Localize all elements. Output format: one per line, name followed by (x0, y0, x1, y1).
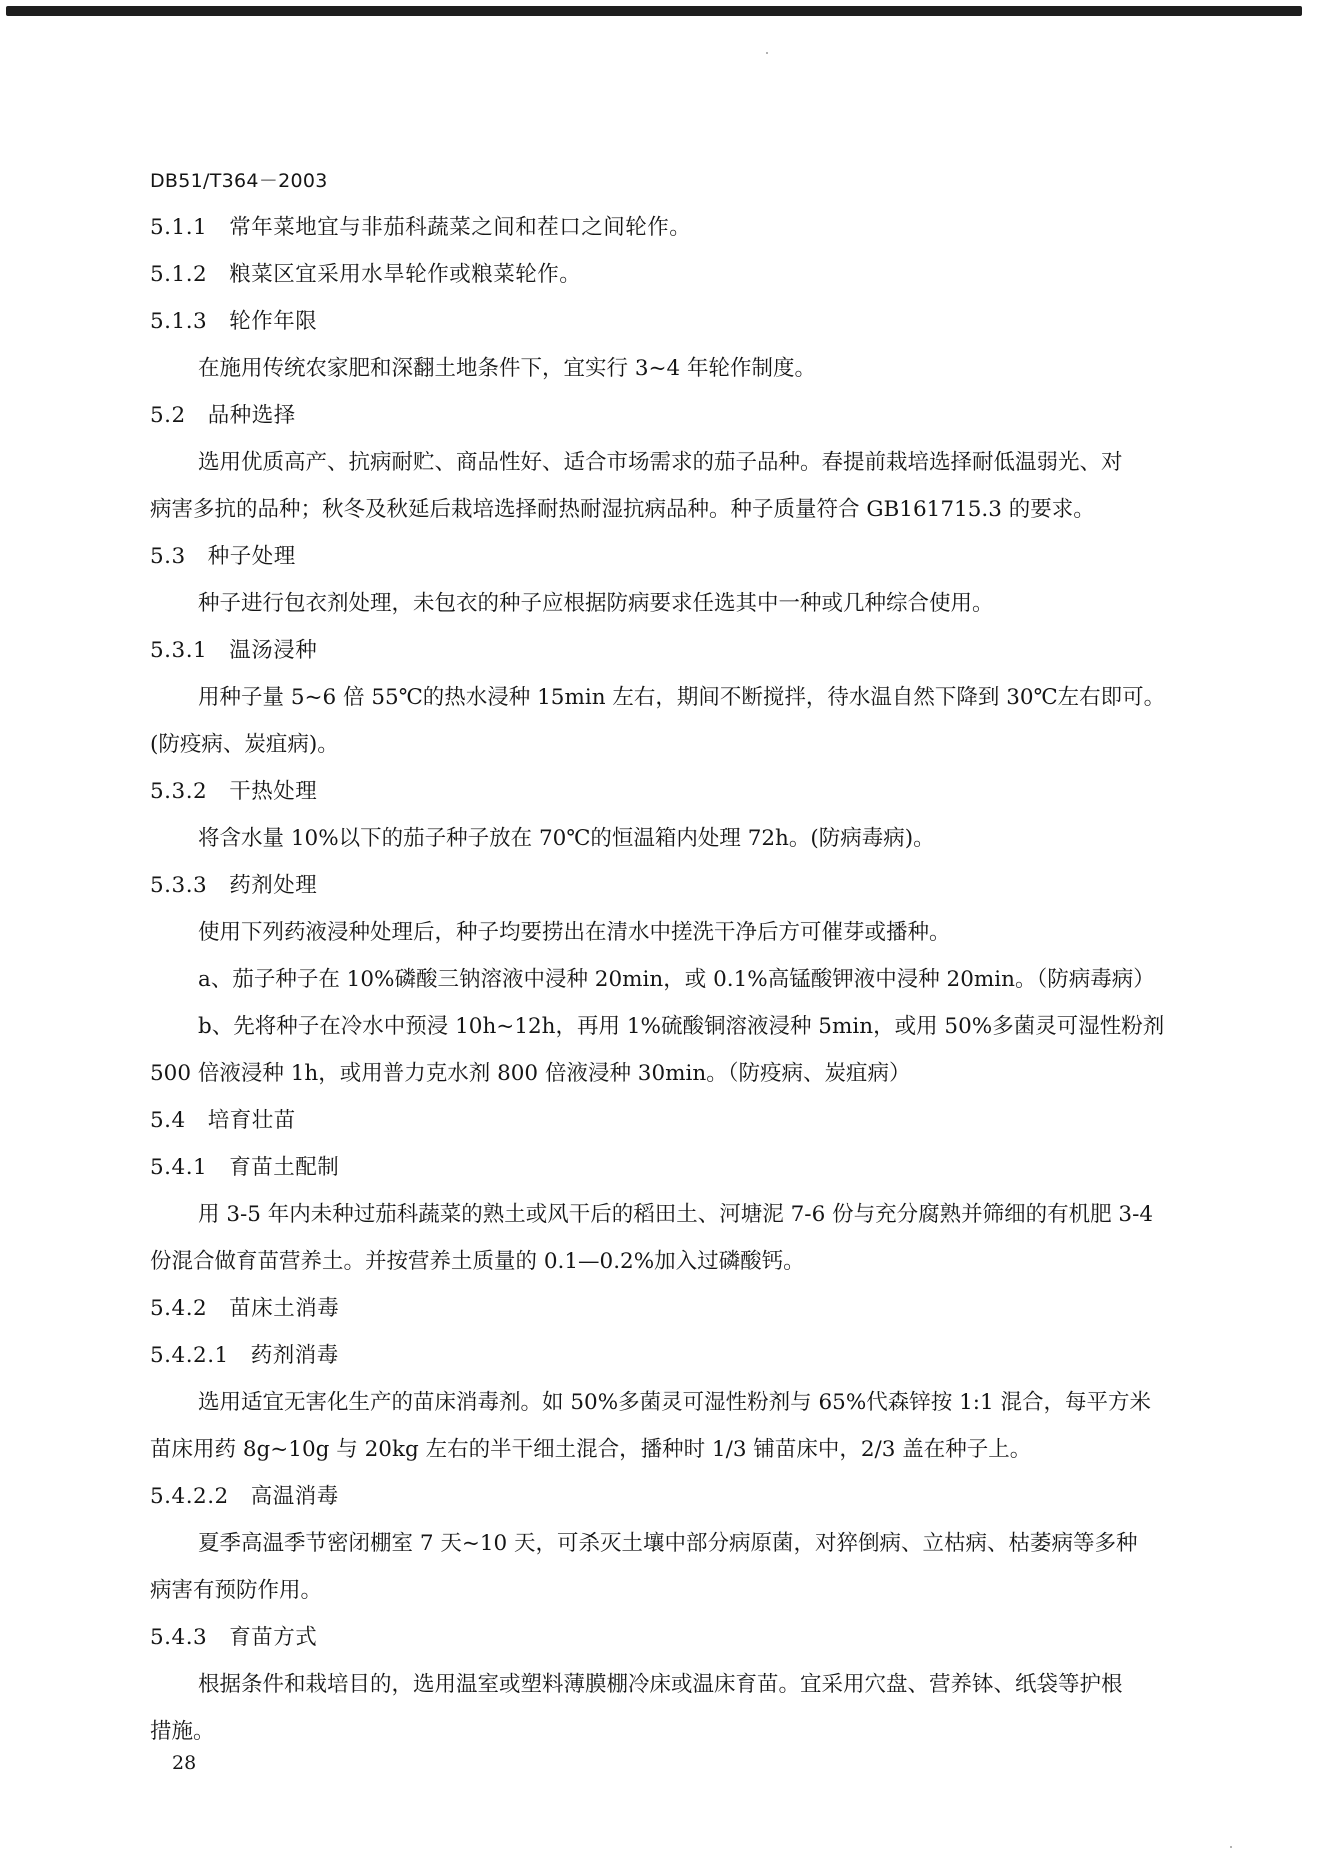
paragraph-text: 使用下列药液浸种处理后，种子均要捞出在清水中搓洗干净后方可催芽或播种。 (198, 920, 951, 945)
paragraph-text: 选用优质高产、抗病耐贮、商品性好、适合市场需求的茄子品种。春提前栽培选择耐低温弱光、对 (198, 450, 1123, 475)
paragraph-text: 根据条件和栽培目的，选用温室或塑料薄膜棚冷床或温床育苗。宜采用穴盘、营养钵、纸袋等护根 (198, 1672, 1123, 1697)
paragraph-text: 夏季高温季节密闭棚室 7 天~10 天，可杀灭土壤中部分病原菌，对猝倒病、立枯病、枯萎病等多种 (198, 1531, 1138, 1556)
scan-speck (1230, 1846, 1232, 1848)
paragraph-text: 种子进行包衣剂处理，未包衣的种子应根据防病要求任选其中一种或几种综合使用。 (198, 591, 994, 616)
clause-5-4-2-1-heading: 5.4.2.1 药剂消毒 (150, 1343, 339, 1368)
paragraph-text: 将含水量 10%以下的茄子种子放在 70℃的恒温箱内处理 72h。(防病毒病)。 (198, 826, 935, 851)
clause-5-1-2: 5.1.2 粮菜区宜采用水旱轮作或粮菜轮作。 (150, 262, 582, 287)
paragraph-text: 用种子量 5~6 倍 55℃的热水浸种 15min 左右，期间不断搅拌，待水温自然下降到 30℃左右即可。 (198, 685, 1166, 710)
paragraph-text: 份混合做育苗营养土。并按营养土质量的 0.1—0.2%加入过磷酸钙。 (150, 1249, 805, 1274)
paragraph-text: 苗床用药 8g~10g 与 20kg 左右的半干细土混合，播种时 1/3 铺苗床中，2/3 盖在种子上。 (150, 1437, 1032, 1462)
clause-5-4-1-heading: 5.4.1 育苗土配制 (150, 1155, 340, 1180)
paragraph-text: 500 倍液浸种 1h，或用普力克水剂 800 倍液浸种 30min。（防疫病、炭疽病） (150, 1061, 911, 1086)
section-5-2-heading: 5.2 品种选择 (150, 403, 296, 428)
clause-5-1-1: 5.1.1 常年菜地宜与非茄科蔬菜之间和茬口之间轮作。 (150, 215, 692, 240)
clause-5-3-3-heading: 5.3.3 药剂处理 (150, 873, 318, 898)
clause-5-1-3-heading: 5.1.3 轮作年限 (150, 309, 318, 334)
scan-top-border (6, 6, 1302, 16)
clause-5-3-1-heading: 5.3.1 温汤浸种 (150, 638, 318, 663)
paragraph-text: 病害有预防作用。 (150, 1578, 323, 1603)
page-number: 28 (172, 1752, 197, 1774)
list-item-a: a、茄子种子在 10%磷酸三钠溶液中浸种 20min，或 0.1%高锰酸钾液中浸种 20min。（防病毒病） (198, 967, 1155, 992)
clause-5-4-2-2-heading: 5.4.2.2 高温消毒 (150, 1484, 339, 1509)
section-5-3-heading: 5.3 种子处理 (150, 544, 296, 569)
document-id: DB51/T364－2003 (150, 170, 328, 192)
section-5-4-heading: 5.4 培育壮苗 (150, 1108, 296, 1133)
paragraph-text: 措施。 (150, 1719, 215, 1744)
clause-5-3-2-heading: 5.3.2 干热处理 (150, 779, 318, 804)
paragraph-text: 在施用传统农家肥和深翻土地条件下，宜实行 3~4 年轮作制度。 (198, 356, 817, 381)
scan-speck (766, 52, 768, 54)
paragraph-text: 选用适宜无害化生产的苗床消毒剂。如 50%多菌灵可湿性粉剂与 65%代森锌按 1:1 混合，每平方米 (198, 1390, 1152, 1415)
paragraph-text: 病害多抗的品种；秋冬及秋延后栽培选择耐热耐湿抗病品种。种子质量符合 GB161715.3 的要求。 (150, 497, 1095, 522)
paragraph-text: 用 3-5 年内未种过茄科蔬菜的熟土或风干后的稻田土、河塘泥 7-6 份与充分腐熟并筛细的有机肥 3-4 (198, 1202, 1154, 1227)
clause-5-4-3-heading: 5.4.3 育苗方式 (150, 1625, 318, 1650)
list-item-b: b、先将种子在冷水中预浸 10h~12h，再用 1%硫酸铜溶液浸种 5min，或用 50%多菌灵可湿性粉剂 (198, 1014, 1165, 1039)
clause-5-4-2-heading: 5.4.2 苗床土消毒 (150, 1296, 340, 1321)
document-body (150, 204, 1190, 1755)
paragraph-text: (防疫病、炭疽病)。 (150, 732, 339, 757)
